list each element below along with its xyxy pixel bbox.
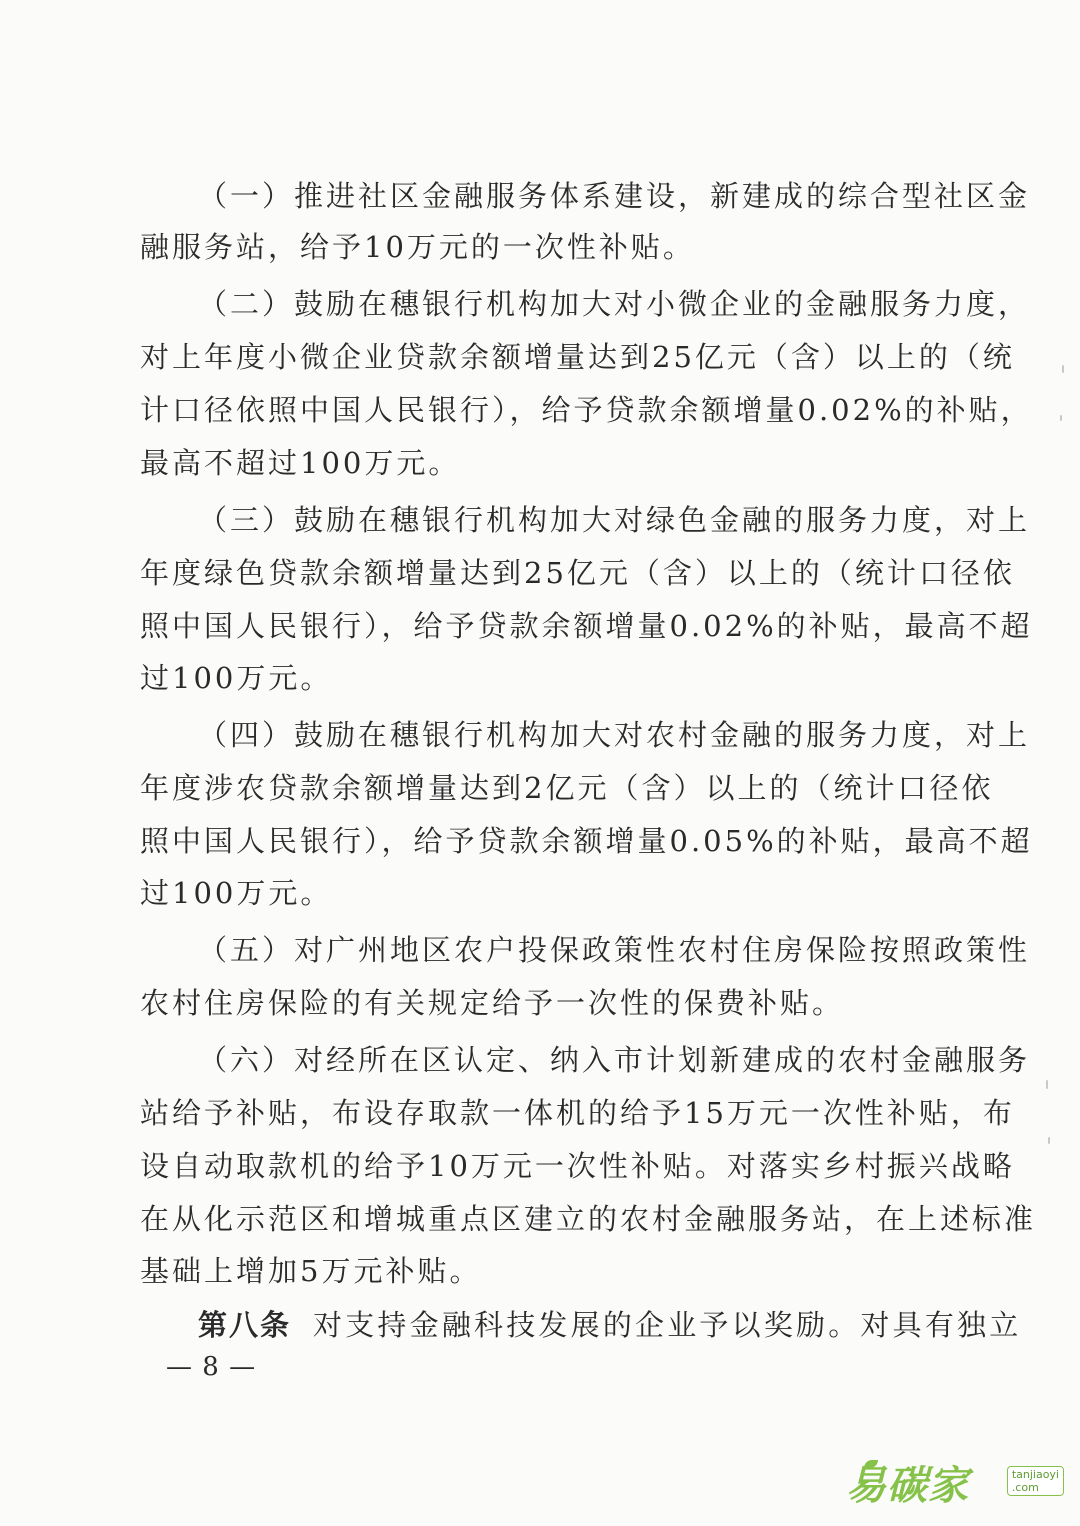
scan-speck [1048, 1137, 1050, 1144]
watermark-logo [846, 1458, 1066, 1516]
paragraph-3-line-1: （三）鼓励在穗银行机构加大对绿色金融的服务力度，对上 [198, 503, 1031, 537]
paragraph-1-line-2: 融服务站，给予10万元的一次性补贴。 [140, 230, 695, 264]
paragraph-6-line-2: 站给予补贴，布设存取款一体机的给予15万元一次性补贴，布 [140, 1096, 1015, 1130]
paragraph-2-line-2: 对上年度小微企业贷款余额增量达到25亿元（含）以上的（统 [140, 340, 1015, 374]
paragraph-4-line-2: 年度涉农贷款余额增量达到2亿元（含）以上的（统计口径依 [140, 771, 994, 805]
scan-speck [1062, 365, 1064, 373]
paragraph-1-line-1: （一）推进社区金融服务体系建设，新建成的综合型社区金 [198, 179, 1031, 213]
article-8-heading: 第八条 [198, 1308, 292, 1342]
scan-speck [1046, 1080, 1048, 1089]
paragraph-5-line-1: （五）对广州地区农户投保政策性农村住房保险按照政策性 [198, 933, 1031, 967]
article-8-line [198, 1305, 1022, 1345]
paragraph-3-line-3: 照中国人民银行），给予贷款余额增量0.02%的补贴，最高不超 [140, 609, 1033, 643]
watermark-latin-sub: .com [1011, 1481, 1039, 1494]
paragraph-6-line-4: 在从化示范区和增城重点区建立的农村金融服务站，在上述标准 [140, 1202, 1037, 1236]
paragraph-4-line-4: 过100万元。 [140, 876, 333, 910]
paragraph-3-line-2: 年度绿色贷款余额增量达到25亿元（含）以上的（统计口径依 [140, 556, 1015, 590]
scan-speck [1060, 415, 1062, 421]
paragraph-3-line-4: 过100万元。 [140, 661, 333, 695]
paragraph-5-line-2: 农村住房保险的有关规定给予一次性的保费补贴。 [140, 986, 845, 1020]
paragraph-6-line-5: 基础上增加5万元补贴。 [140, 1254, 482, 1288]
paragraph-2-line-4: 最高不超过100万元。 [140, 446, 461, 480]
paragraph-4-line-3: 照中国人民银行），给予贷款余额增量0.05%的补贴，最高不超 [140, 824, 1033, 858]
paragraph-6-line-3: 设自动取款机的给予10万元一次性补贴。对落实乡村振兴战略 [140, 1149, 1015, 1183]
paragraph-2-line-3: 计口径依照中国人民银行），给予贷款余额增量0.02%的补贴， [140, 393, 1033, 427]
watermark-latin-name: tanjiaoyi [1011, 1468, 1059, 1481]
paragraph-2-line-1: （二）鼓励在穗银行机构加大对小微企业的金融服务力度， [198, 287, 1031, 321]
article-8-text: 对支持金融科技发展的企业予以奖励。对具有独立 [313, 1308, 1022, 1342]
paragraph-4-line-1: （四）鼓励在穗银行机构加大对农村金融的服务力度，对上 [198, 718, 1031, 752]
paragraph-6-line-1: （六）对经所在区认定、纳入市计划新建成的农村金融服务 [198, 1043, 1031, 1077]
page-number: — 8 — [166, 1352, 257, 1382]
watermark-chinese: 易碳家 [846, 1463, 969, 1509]
watermark-latin [1007, 1466, 1064, 1496]
